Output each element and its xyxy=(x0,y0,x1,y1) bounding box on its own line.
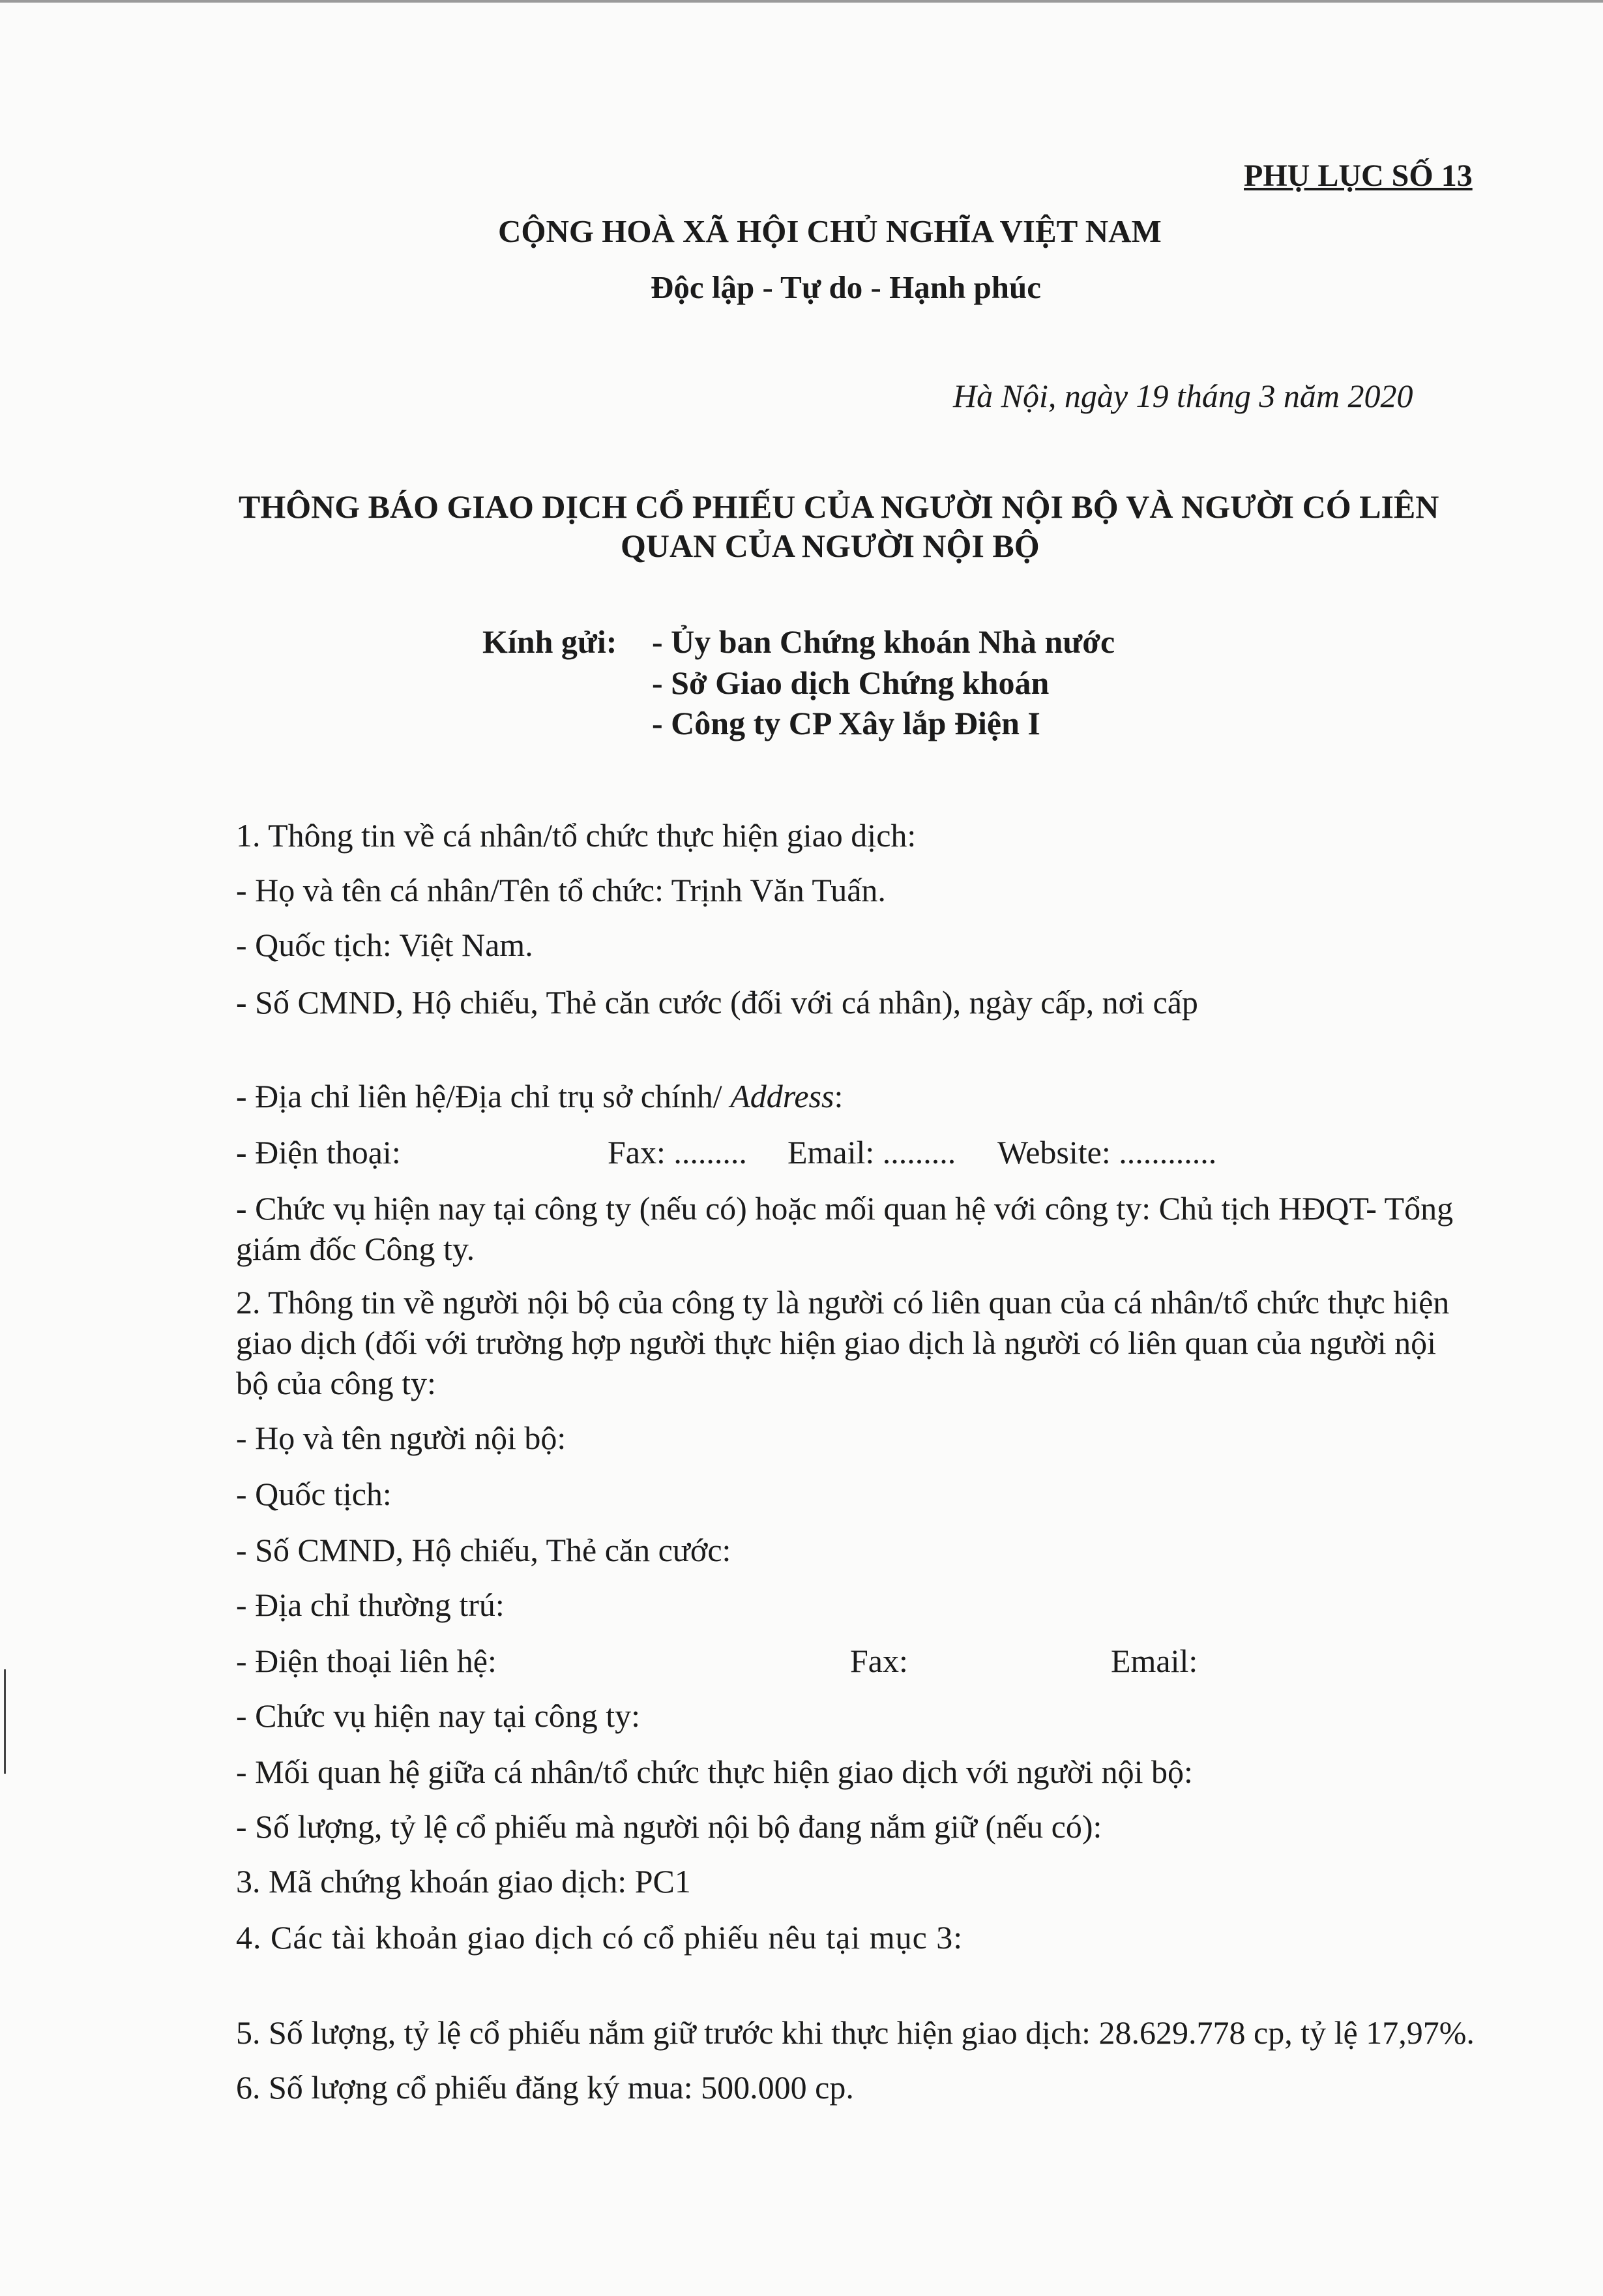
section1-id-document: - Số CMND, Hộ chiếu, Thẻ căn cước (đối với cá nhân), ngày cấp, nơi cấp xyxy=(236,984,1198,1021)
section1-position-line1: - Chức vụ hiện nay tại công ty (nếu có) hoặc mối quan hệ với công ty: Chủ tịch HĐQT- Tổng xyxy=(236,1190,1454,1227)
document-title-line1: THÔNG BÁO GIAO DỊCH CỔ PHIẾU CỦA NGƯỜI NỘI BỘ VÀ NGƯỜI CÓ LIÊN xyxy=(239,488,1439,525)
section1-fax: Fax: ......... xyxy=(608,1134,747,1170)
section1-address xyxy=(236,1077,843,1115)
section2-phone: - Điện thoại liên hệ: xyxy=(236,1643,497,1679)
section4-accounts: 4. Các tài khoản giao dịch có cổ phiếu nêu tại mục 3: xyxy=(236,1919,963,1956)
section1-heading: 1. Thông tin về cá nhân/tổ chức thực hiện giao dịch: xyxy=(236,817,917,854)
section1-phone: - Điện thoại: xyxy=(236,1134,401,1170)
recipient-item: - Công ty CP Xây lắp Điện I xyxy=(652,705,1040,741)
section2-insider-name: - Họ và tên người nội bộ: xyxy=(236,1420,566,1456)
section3-ticker: 3. Mã chứng khoán giao dịch: PC1 xyxy=(236,1863,691,1900)
nation-heading: CỘNG HOÀ XÃ HỘI CHỦ NGHĨA VIỆT NAM xyxy=(498,213,1162,249)
address-colon: : xyxy=(834,1078,844,1114)
section2-holding: - Số lượng, tỷ lệ cổ phiếu mà người nội bộ đang nắm giữ (nếu có): xyxy=(236,1808,1102,1845)
section2-heading-line2: giao dịch (đối với trường hợp người thực hiện giao dịch là người có liên quan của người nội xyxy=(236,1324,1437,1361)
motto: Độc lập - Tự do - Hạnh phúc xyxy=(651,269,1041,305)
section2-id-document: - Số CMND, Hộ chiếu, Thẻ căn cước: xyxy=(236,1532,731,1568)
section2-relationship: - Mối quan hệ giữa cá nhân/tổ chức thực hiện giao dịch với người nội bộ: xyxy=(236,1753,1193,1790)
section2-heading-line3: bộ của công ty: xyxy=(236,1365,436,1401)
section1-nationality: - Quốc tịch: Việt Nam. xyxy=(236,927,533,963)
section2-nationality: - Quốc tịch: xyxy=(236,1476,392,1512)
scan-top-border xyxy=(0,0,1603,3)
section1-email: Email: ......... xyxy=(787,1134,956,1170)
scan-edge-mark xyxy=(4,1669,6,1774)
section2-residence: - Địa chỉ thường trú: xyxy=(236,1587,505,1623)
recipient-item: - Ủy ban Chứng khoán Nhà nước xyxy=(652,623,1115,660)
section2-heading-line1: 2. Thông tin về người nội bộ của công ty là người có liên quan của cá nhân/tổ chức thực hiện xyxy=(236,1284,1450,1320)
section1-name: - Họ và tên cá nhân/Tên tổ chức: Trịnh Văn Tuấn. xyxy=(236,872,886,908)
section1-position-line2: giám đốc Công ty. xyxy=(236,1230,475,1267)
recipients-label: Kính gửi: xyxy=(482,623,617,660)
section5-holding-before: 5. Số lượng, tỷ lệ cổ phiếu nắm giữ trước khi thực hiện giao dịch: 28.629.778 cp, tỷ lệ 17,97%. xyxy=(236,2014,1475,2051)
section6-registered-purchase: 6. Số lượng cổ phiếu đăng ký mua: 500.000 cp. xyxy=(236,2069,854,2106)
date-line: Hà Nội, ngày 19 tháng 3 năm 2020 xyxy=(953,378,1413,414)
recipient-item: - Sở Giao dịch Chứng khoán xyxy=(652,664,1050,701)
appendix-label: PHỤ LỤC SỐ 13 xyxy=(1244,158,1473,193)
section2-fax: Fax: xyxy=(850,1643,908,1679)
section2-position: - Chức vụ hiện nay tại công ty: xyxy=(236,1697,641,1734)
address-english-label: Address xyxy=(730,1078,834,1114)
section1-website: Website: ............ xyxy=(997,1134,1217,1170)
document-title-line2: QUAN CỦA NGƯỜI NỘI BỘ xyxy=(621,528,1040,564)
section2-email: Email: xyxy=(1111,1643,1198,1679)
address-label: - Địa chỉ liên hệ/Địa chỉ trụ sở chính/ xyxy=(236,1078,731,1114)
